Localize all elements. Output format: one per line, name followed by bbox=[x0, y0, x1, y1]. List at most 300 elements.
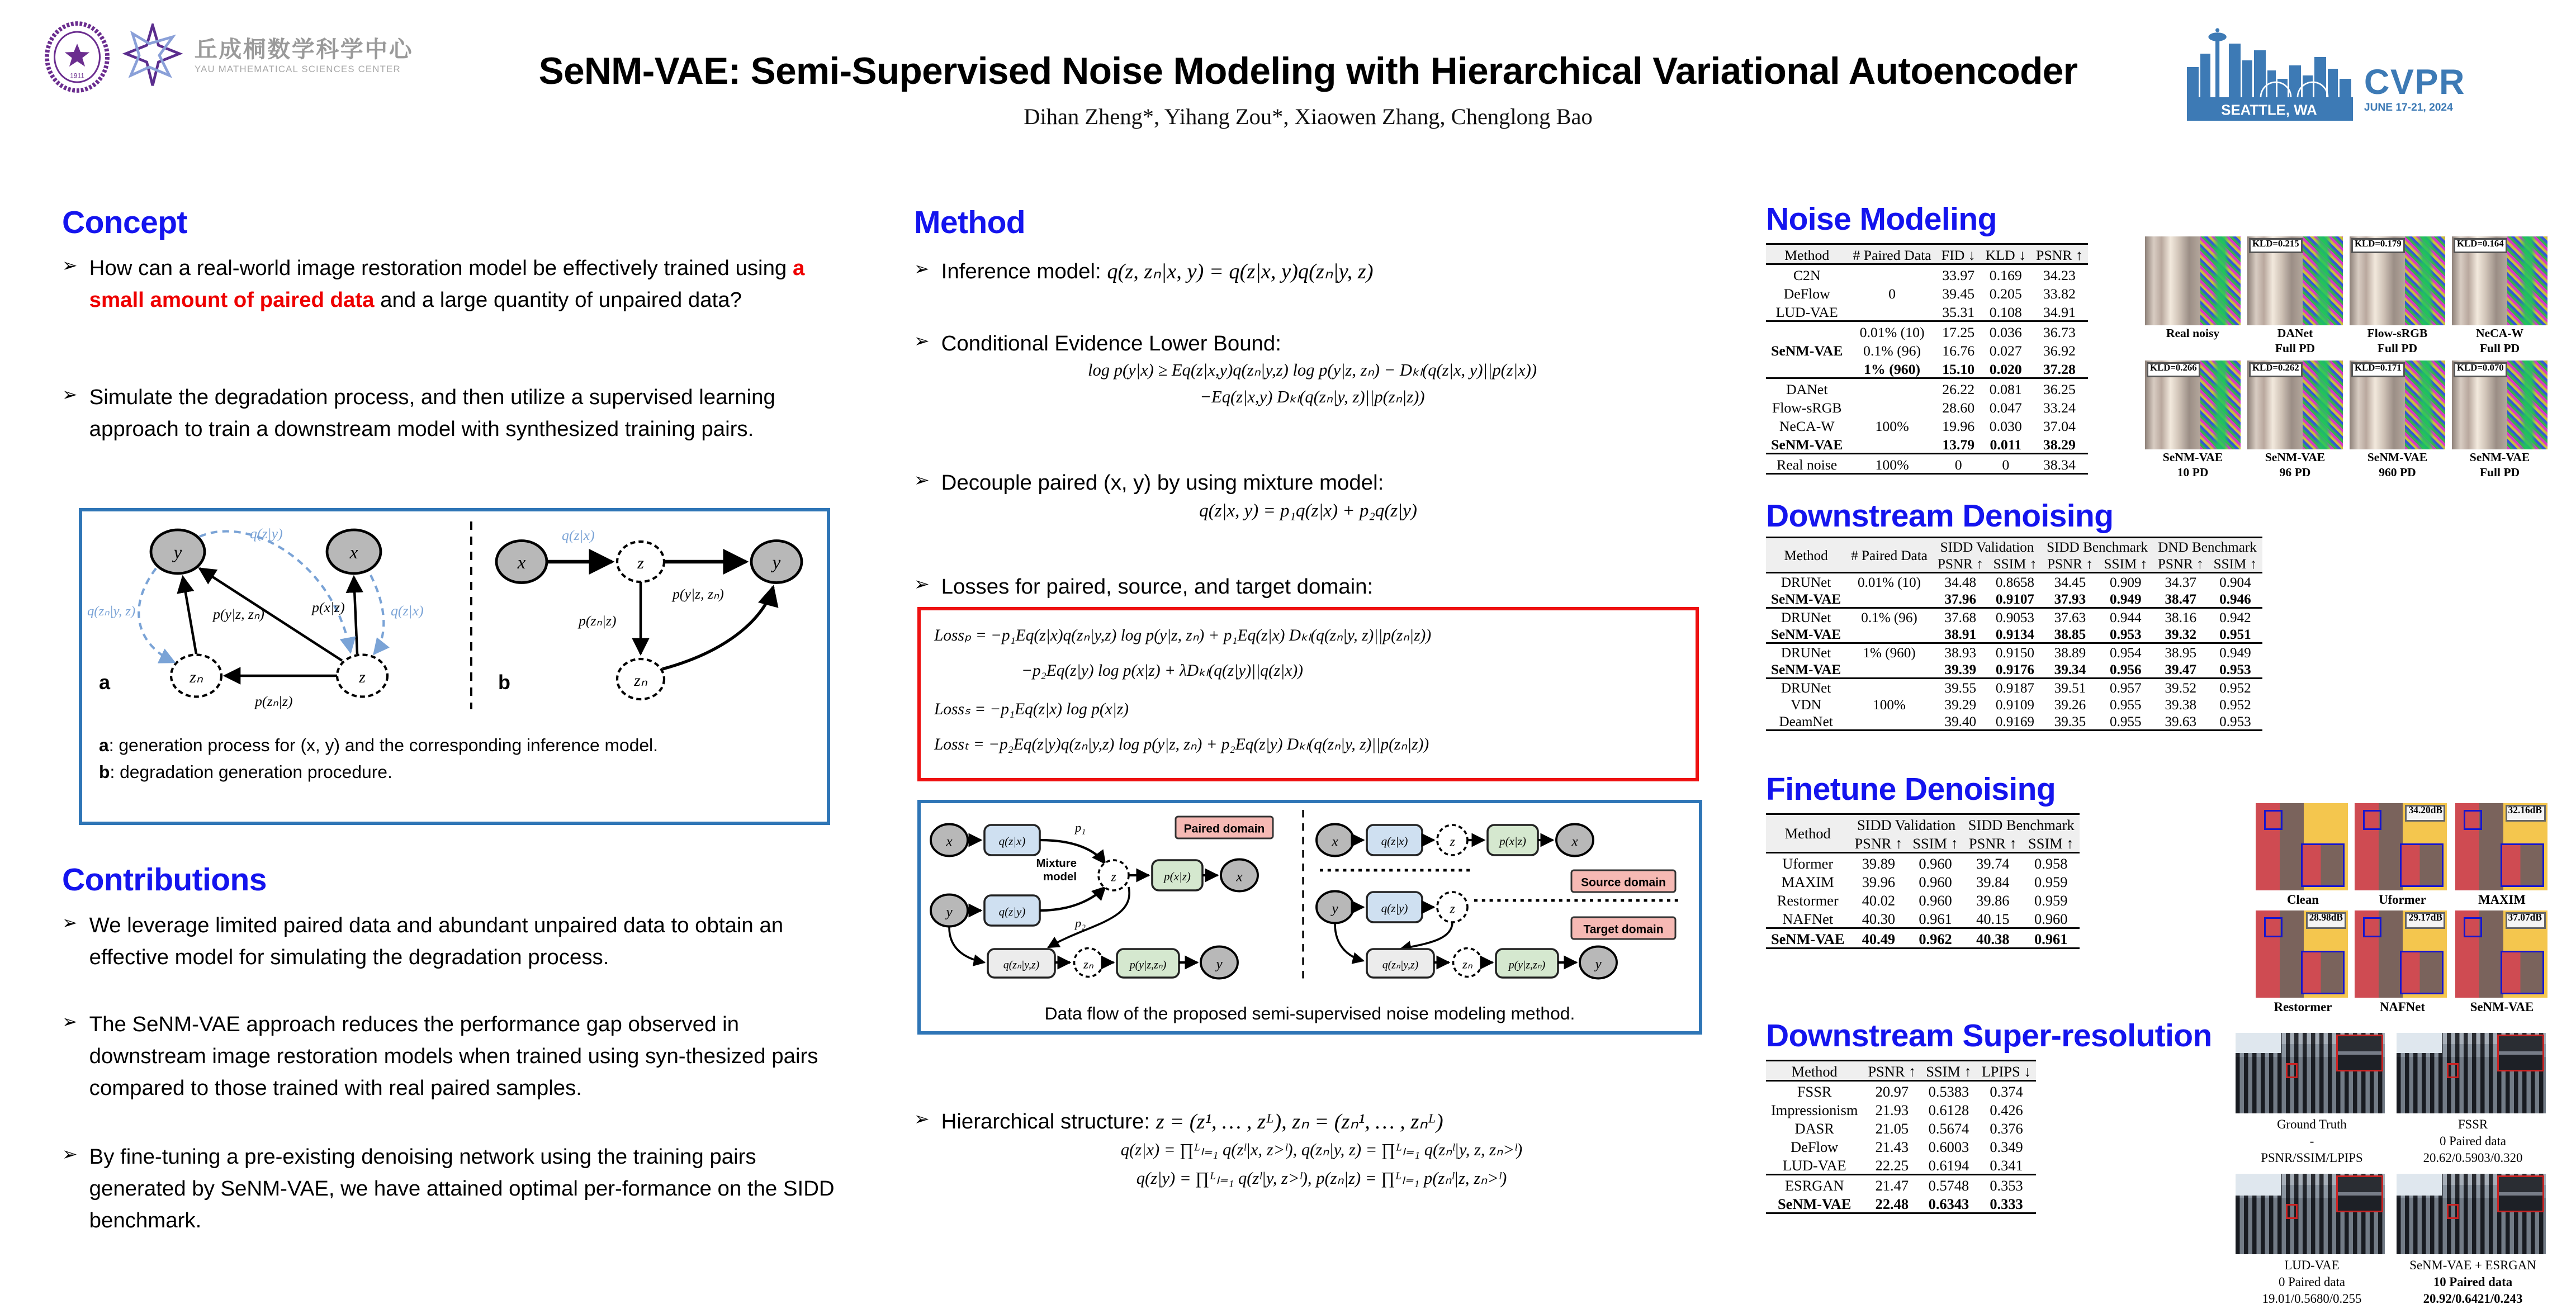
svg-text:zₙ: zₙ bbox=[1083, 957, 1093, 971]
table-cell: 100% bbox=[1875, 416, 1909, 434]
table-cell: DeamNet bbox=[1779, 713, 1833, 729]
col-group-header: SIDD Benchmark bbox=[2042, 538, 2153, 556]
table-row bbox=[1766, 1137, 2036, 1155]
table-cell: 0.01% (10) bbox=[1848, 321, 1936, 341]
svg-text:x: x bbox=[1571, 833, 1578, 850]
ymsc-logo-icon bbox=[122, 23, 183, 91]
table-cell: 0 bbox=[1936, 454, 1981, 474]
table-cell: 21.47 bbox=[1863, 1175, 1921, 1194]
svg-text:z: z bbox=[359, 668, 366, 686]
bullet-icon: ➢ bbox=[914, 260, 930, 280]
authors: Dihan Zheng*, Yihang Zou*, Xiaowen Zhang, Chenglong Bao bbox=[1024, 104, 1593, 129]
svg-text:z: z bbox=[1450, 902, 1455, 917]
table-cell: 0.020 bbox=[1989, 359, 2022, 377]
table-cell: SeNM-VAE bbox=[1771, 435, 1843, 452]
table-cell bbox=[1848, 264, 1936, 284]
table-cell: 40.02 bbox=[1862, 891, 1896, 908]
table-cell bbox=[1848, 378, 1936, 398]
cvpr-logo bbox=[2186, 23, 2465, 121]
table-cell bbox=[1846, 590, 1933, 608]
table-cell: 0.6194 bbox=[1928, 1156, 1969, 1173]
table-cell: 0.955 bbox=[2110, 713, 2142, 729]
celb-equation-line1: log p(y|x) ≥ Eq(z|x,y)q(zₙ|y,z) log p(y|z, zₙ) − Dₖₗ(q(z|x, y)||p(z|x)) bbox=[1087, 362, 1537, 381]
bullet-icon: ➢ bbox=[914, 575, 930, 595]
table-cell: 0.047 bbox=[1989, 398, 2022, 415]
concept-bullet-2-text: Simulate the degradation process, and then utilize a supervised learning approach to train a downstream model with synthesized training pairs. bbox=[89, 384, 775, 442]
noise-half bbox=[2405, 361, 2445, 449]
svg-text:Paired domain: Paired domain bbox=[1183, 822, 1265, 836]
table-cell: Flow-sRGB bbox=[1772, 398, 1842, 415]
table-cell: DRUNet bbox=[1766, 573, 1846, 591]
title-block bbox=[453, 50, 2163, 131]
finetune-sample bbox=[2355, 803, 2450, 907]
table-cell: 0.349 bbox=[1990, 1137, 2023, 1155]
table-cell: 100% bbox=[1848, 454, 1936, 474]
cvpr-location: SEATTLE, WA bbox=[2220, 102, 2317, 118]
zoom-region-box bbox=[2264, 810, 2283, 830]
table-cell: 0.426 bbox=[1990, 1101, 2023, 1118]
table-cell: 21.05 bbox=[1875, 1119, 1909, 1136]
inset-crop-box bbox=[2500, 843, 2544, 887]
zoom-region-box bbox=[2447, 1063, 2459, 1078]
table-cell: 34.23 bbox=[2031, 264, 2088, 284]
finetune-sample bbox=[2355, 910, 2450, 1014]
noise-sample-image bbox=[2452, 361, 2547, 449]
table-cell: 0.341 bbox=[1990, 1156, 2023, 1173]
table-cell bbox=[1846, 713, 1933, 731]
svg-text:Source domain: Source domain bbox=[1581, 876, 1666, 889]
col-subheader: PSNR ↑ bbox=[1849, 833, 1907, 853]
table-cell: DRUNet bbox=[1766, 608, 1846, 626]
table-cell: 0.949 bbox=[2209, 643, 2262, 661]
table-cell: 0.5674 bbox=[1928, 1119, 1969, 1136]
svg-text:q(zₙ|y,z): q(zₙ|y,z) bbox=[1382, 959, 1419, 971]
noise-sample-grid bbox=[2145, 236, 2549, 481]
psnr-badge: 29.17dB bbox=[2405, 912, 2446, 928]
finetune-sample-image bbox=[2355, 910, 2447, 998]
table-cell: 39.45 bbox=[1942, 284, 1975, 301]
table-cell: 40.15 bbox=[1976, 909, 2010, 927]
table-cell: 0.960 bbox=[1919, 854, 1952, 871]
table-cell: DASR bbox=[1794, 1119, 1834, 1136]
table-cell: 20.97 bbox=[1875, 1082, 1909, 1099]
table-cell: 0.958 bbox=[2034, 854, 2068, 871]
svg-text:p(zₙ|z): p(zₙ|z) bbox=[255, 693, 293, 709]
zoom-region-box bbox=[2364, 917, 2382, 937]
graphical-model-svg bbox=[82, 511, 820, 726]
section-heading-finetune-denoising: Finetune Denoising bbox=[1766, 773, 2056, 808]
table-row bbox=[1766, 696, 2262, 713]
table-cell: 39.51 bbox=[2042, 679, 2098, 696]
table-cell: 0.957 bbox=[2099, 679, 2153, 696]
table-cell: SeNM-VAE bbox=[1771, 591, 1841, 606]
table-cell: 0.9187 bbox=[1988, 679, 2042, 696]
svg-text:p(x|z): p(x|z) bbox=[1499, 834, 1526, 848]
svg-text:b: b bbox=[498, 671, 510, 694]
svg-text:zₙ: zₙ bbox=[634, 671, 647, 690]
table-cell: 0.030 bbox=[1989, 416, 2022, 434]
svg-text:x: x bbox=[946, 833, 953, 850]
table-cell: 0.961 bbox=[1919, 909, 1952, 927]
figure-caption-b: b: degradation generation procedure. bbox=[99, 763, 392, 784]
inset-crop-box bbox=[2400, 951, 2444, 994]
table-row bbox=[1766, 890, 2080, 909]
noise-sample-caption: SeNM-VAE 96 PD bbox=[2265, 451, 2326, 480]
noise-sample bbox=[2452, 236, 2547, 357]
table-row bbox=[1766, 321, 2088, 341]
table-cell: FSSR bbox=[1797, 1082, 1832, 1099]
inset-crop-box bbox=[2497, 1035, 2544, 1071]
table-cell: 39.74 bbox=[1976, 854, 2010, 871]
affiliation-en: YAU MATHEMATICAL SCIENCES CENTER bbox=[195, 66, 401, 77]
zoom-region-box bbox=[2286, 1063, 2298, 1078]
noise-sample bbox=[2247, 361, 2343, 481]
table-cell: 0.5748 bbox=[1921, 1175, 1976, 1194]
method-bullet-inference-text: Inference model: q(z, zₙ|x, y) = q(z|x, y)q(zₙ|y, z) bbox=[941, 258, 1374, 283]
table-cell: SeNM-VAE bbox=[1771, 661, 1841, 677]
svg-text:q(zₙ|y,z): q(zₙ|y,z) bbox=[1003, 959, 1040, 971]
data-flow-svg bbox=[921, 803, 1692, 991]
graphical-model-figure bbox=[79, 508, 830, 825]
table-cell: 39.32 bbox=[2165, 626, 2197, 642]
table-cell: 39.34 bbox=[2054, 661, 2086, 677]
table-cell bbox=[1848, 397, 1936, 416]
table-cell: 37.68 bbox=[1933, 608, 1988, 626]
table-cell: 39.35 bbox=[2054, 713, 2086, 729]
table-cell bbox=[1848, 434, 1936, 454]
table-cell: DeFlow bbox=[1783, 284, 1830, 301]
table-cell: 39.39 bbox=[1944, 661, 1977, 677]
table-row bbox=[1766, 679, 2262, 696]
seal-year: 1911 bbox=[70, 72, 84, 80]
table-cell bbox=[1766, 321, 1848, 341]
table-cell: SeNM-VAE bbox=[1766, 928, 1849, 948]
psnr-badge: 37.07dB bbox=[2505, 912, 2545, 928]
table-cell bbox=[1848, 302, 1936, 321]
mixture-equation: q(z|x, y) = p₁q(z|x) + p₂q(z|y) bbox=[1199, 501, 1417, 521]
table-cell: SeNM-VAE bbox=[1777, 1194, 1852, 1212]
table-cell: 37.28 bbox=[2043, 359, 2076, 377]
table-cell: C2N bbox=[1766, 264, 1848, 284]
bullet-icon: ➢ bbox=[62, 1145, 78, 1165]
table-cell: 0.376 bbox=[1990, 1119, 2023, 1136]
svg-text:model: model bbox=[1043, 871, 1077, 883]
table-row bbox=[1766, 359, 2088, 378]
col-group-header: SIDD Validation bbox=[1933, 538, 2042, 556]
table-cell: 0.959 bbox=[2034, 891, 2068, 908]
table-row bbox=[1766, 434, 2088, 454]
hierarchical-eq-line1: q(z|x) = ∏ᴸₗ₌₁ q(zˡ|x, z>ˡ), q(zₙ|y, z) = ∏ᴸₗ₌₁ q(zₙˡ|y, z, zₙ>ˡ) bbox=[1120, 1142, 1523, 1160]
contrib-bullet-1 bbox=[62, 909, 847, 973]
photo-half bbox=[2145, 236, 2200, 325]
table-cell: 34.48 bbox=[1933, 573, 1988, 591]
table-cell: 1% (960) bbox=[1864, 359, 1921, 377]
table-row bbox=[1766, 608, 2262, 626]
sr-sample-caption: FSSR 0 Paired data 20.62/0.5903/0.320 bbox=[2423, 1116, 2523, 1165]
section-heading-noise-modeling: Noise Modeling bbox=[1766, 203, 1997, 238]
noise-sample bbox=[2247, 236, 2343, 357]
section-downstream-denoising bbox=[1766, 500, 2549, 729]
zoom-region-box bbox=[2463, 810, 2482, 830]
bullet-icon: ➢ bbox=[62, 257, 78, 277]
table-cell: 0.6128 bbox=[1928, 1101, 1969, 1118]
table-cell: SeNM-VAE bbox=[1771, 341, 1843, 358]
table-cell: 0.953 bbox=[2219, 713, 2251, 729]
svg-text:z: z bbox=[1111, 870, 1116, 885]
sr-sample-image bbox=[2397, 1174, 2546, 1255]
table-cell: 39.40 bbox=[1944, 713, 1977, 729]
table-cell: 38.16 bbox=[2153, 608, 2209, 626]
noise-sample-image bbox=[2145, 236, 2241, 325]
col-header: FID ↓ bbox=[1936, 244, 1981, 264]
sky-region bbox=[2236, 1174, 2280, 1195]
table-cell: 0.9053 bbox=[1988, 608, 2042, 626]
finetune-sample-caption: Uformer bbox=[2379, 892, 2426, 907]
finetune-sample bbox=[2256, 910, 2350, 1014]
finetune-sample-image bbox=[2355, 803, 2447, 890]
table-cell: DeFlow bbox=[1791, 1137, 1839, 1155]
finetune-sample bbox=[2256, 803, 2350, 907]
table-cell bbox=[1766, 359, 1848, 378]
svg-text:p(y|z,zₙ): p(y|z,zₙ) bbox=[1129, 959, 1167, 971]
section-super-resolution bbox=[1766, 1019, 2549, 1307]
inset-crop-box bbox=[2500, 951, 2544, 994]
table-cell: 0.036 bbox=[1981, 321, 2031, 341]
col-header: Method bbox=[1766, 814, 1849, 853]
contrib-bullet-3 bbox=[62, 1140, 847, 1237]
table-cell: Uformer bbox=[1782, 854, 1834, 871]
celb-equation-line2: −Eq(z|x,y) Dₖₗ(q(zₙ|y, z)||p(zₙ|z)) bbox=[1200, 389, 1425, 407]
table-cell: 0.949 bbox=[2110, 591, 2142, 606]
section-heading-concept: Concept bbox=[62, 206, 187, 241]
table-cell: 17.25 bbox=[1936, 321, 1981, 341]
bullet-icon: ➢ bbox=[62, 1013, 78, 1033]
col-header: # Paired Data bbox=[1848, 244, 1936, 264]
finetune-sample-grid bbox=[2256, 803, 2549, 1014]
table-cell: 26.22 bbox=[1936, 378, 1981, 398]
table-cell: 34.91 bbox=[2043, 302, 2076, 320]
method-bullet-celb bbox=[914, 327, 1702, 359]
concept-bullet-2 bbox=[62, 381, 847, 445]
table-row bbox=[1766, 928, 2080, 948]
table-header bbox=[1766, 244, 2088, 264]
table-cell: 39.38 bbox=[2165, 696, 2197, 712]
psnr-badge: 34.20dB bbox=[2405, 805, 2446, 821]
table-cell: 0.909 bbox=[2099, 573, 2153, 591]
noise-half bbox=[2303, 361, 2343, 449]
col-header: Method bbox=[1766, 538, 1846, 573]
col-header: KLD ↓ bbox=[1981, 244, 2031, 264]
noise-modeling-table bbox=[1766, 243, 2088, 475]
table-cell: 0.169 bbox=[1981, 264, 2031, 284]
noise-sample-caption: Flow-sRGB Full PD bbox=[2367, 327, 2428, 355]
col-subheader: PSNR ↑ bbox=[2042, 555, 2098, 573]
table-cell: 13.79 bbox=[1942, 435, 1975, 452]
seattle-skyline-icon bbox=[2186, 23, 2357, 121]
table-row bbox=[1766, 1118, 2036, 1137]
noise-sample-image bbox=[2350, 236, 2445, 325]
kld-badge: KLD=0.070 bbox=[2454, 362, 2507, 377]
table-cell: 0.942 bbox=[2209, 608, 2262, 626]
kld-badge: KLD=0.262 bbox=[2249, 362, 2303, 377]
method-bullet-losses-text: Losses for paired, source, and target domain: bbox=[941, 573, 1374, 599]
table-cell: 0.955 bbox=[2110, 696, 2142, 712]
table-row bbox=[1766, 1175, 2036, 1194]
zoom-region-box bbox=[2286, 1204, 2298, 1220]
table-cell: LUD-VAE bbox=[1782, 1156, 1846, 1173]
table-cell: 0.027 bbox=[1989, 341, 2022, 358]
table-row bbox=[1766, 264, 2088, 284]
table-cell: 36.92 bbox=[2043, 341, 2076, 358]
table-cell: 0.081 bbox=[1981, 378, 2031, 398]
table-cell: 38.47 bbox=[2165, 591, 2197, 606]
table-row bbox=[1766, 661, 2262, 679]
loss-paired-line2: −p₂Eq(z|y) log p(x|z) + λDₖₗ(q(z|y)||q(z|x)) bbox=[1021, 662, 1303, 681]
table-cell: Real noise bbox=[1766, 454, 1848, 474]
finetune-sample-caption: SeNM-VAE bbox=[2470, 999, 2534, 1014]
cvpr-name: CVPR bbox=[2364, 63, 2465, 102]
table-header bbox=[1766, 538, 2262, 573]
svg-text:zₙ: zₙ bbox=[190, 668, 203, 686]
table-cell: 0.108 bbox=[1989, 302, 2022, 320]
section-noise-modeling bbox=[1766, 203, 2549, 480]
svg-text:y: y bbox=[772, 553, 781, 573]
noise-half bbox=[2303, 236, 2343, 325]
table-cell: 0.951 bbox=[2219, 626, 2251, 642]
col-header: LPIPS ↓ bbox=[1977, 1061, 2037, 1081]
sky-region bbox=[2236, 1033, 2280, 1054]
table-cell: 100% bbox=[1873, 696, 1906, 712]
table-cell: 0.959 bbox=[2034, 872, 2068, 890]
table-cell: 38.34 bbox=[2031, 454, 2088, 474]
concept-bullet-1 bbox=[62, 252, 847, 316]
table-cell: 0.1% (96) bbox=[1863, 341, 1921, 358]
table-row bbox=[1766, 1100, 2036, 1118]
noise-sample bbox=[2145, 361, 2241, 481]
table-cell: 28.60 bbox=[1942, 398, 1975, 415]
table-cell: 39.89 bbox=[1862, 854, 1896, 871]
table-row bbox=[1766, 302, 2088, 321]
svg-text:q(z|y): q(z|y) bbox=[250, 525, 283, 542]
svg-text:p(y|z, zₙ): p(y|z, zₙ) bbox=[213, 606, 264, 622]
super-resolution-table bbox=[1766, 1060, 2036, 1214]
table-row bbox=[1766, 378, 2088, 398]
method-bullet-hierarchical bbox=[914, 1105, 1702, 1139]
contrib-bullet-3-text: By fine-tuning a pre-existing denoising network using the training pairs generated by SeNM-VAE, we have attained optimal per-formance on the SIDD benchmark. bbox=[89, 1144, 835, 1234]
table-cell: 0.960 bbox=[2034, 909, 2068, 927]
table-cell: 39.29 bbox=[1944, 696, 1977, 712]
table-cell: 39.86 bbox=[1976, 891, 2010, 908]
loss-source: Lossₛ = −p₁Eq(z|x) log p(x|z) bbox=[934, 701, 1129, 719]
section-heading-super-resolution: Downstream Super-resolution bbox=[1766, 1019, 2212, 1055]
noise-sample-image bbox=[2247, 361, 2343, 449]
table-cell: 37.63 bbox=[2042, 608, 2098, 626]
method-bullet-losses bbox=[914, 570, 1702, 603]
svg-text:p(x|z): p(x|z) bbox=[312, 599, 345, 615]
table-cell: 0.374 bbox=[1990, 1082, 2023, 1099]
finetune-sample-image bbox=[2256, 910, 2348, 998]
sr-sample-image bbox=[2397, 1033, 2546, 1113]
table-cell: DRUNet bbox=[1766, 643, 1846, 661]
table-cell: 0.011 bbox=[1990, 435, 2022, 452]
inset-crop-box bbox=[2336, 1176, 2383, 1213]
figure-caption bbox=[99, 733, 810, 788]
data-flow-caption: Data flow of the proposed semi-supervised noise modeling method. bbox=[1044, 1004, 1575, 1025]
col-subheader: SSIM ↑ bbox=[2099, 555, 2153, 573]
kld-badge: KLD=0.164 bbox=[2454, 238, 2507, 253]
table-row bbox=[1766, 1081, 2036, 1101]
noise-half bbox=[2507, 236, 2547, 325]
table-cell: 0.9169 bbox=[1995, 713, 2034, 729]
col-header: Method bbox=[1766, 1061, 1863, 1081]
svg-text:y: y bbox=[946, 903, 953, 920]
noise-sample-caption: NeCA-W Full PD bbox=[2475, 327, 2524, 355]
table-cell: 0.952 bbox=[2209, 679, 2262, 696]
table-row bbox=[1766, 590, 2262, 608]
sr-sample-caption: SeNM-VAE + ESRGAN 10 Paired data 20.92/0.6421/0.243 bbox=[2409, 1257, 2536, 1307]
svg-text:q(z|y): q(z|y) bbox=[998, 905, 1026, 918]
table-cell: 22.48 bbox=[1875, 1194, 1909, 1212]
svg-text:x: x bbox=[1332, 833, 1338, 850]
inset-crop-box bbox=[2336, 1035, 2383, 1071]
table-row bbox=[1766, 416, 2088, 434]
table-cell: 0.944 bbox=[2099, 608, 2153, 626]
section-heading-method: Method bbox=[914, 206, 1026, 241]
finetune-sample-caption: Clean bbox=[2287, 892, 2319, 907]
finetune-sample-caption: Restormer bbox=[2274, 999, 2332, 1014]
noise-sample-image bbox=[2452, 236, 2547, 325]
col-subheader: SSIM ↑ bbox=[1988, 555, 2042, 573]
table-cell: 40.30 bbox=[1862, 909, 1896, 927]
noise-half bbox=[2507, 361, 2547, 449]
svg-text:q(zₙ|y, z): q(zₙ|y, z) bbox=[87, 604, 136, 619]
table-cell bbox=[1846, 679, 1933, 696]
col-subheader: PSNR ↑ bbox=[1933, 555, 1988, 573]
table-cell: 34.37 bbox=[2153, 573, 2209, 591]
table-cell: 37.04 bbox=[2043, 416, 2076, 434]
finetune-sample-image bbox=[2455, 910, 2547, 998]
svg-text:Target domain: Target domain bbox=[1583, 923, 1664, 936]
table-cell: 0.9150 bbox=[1988, 643, 2042, 661]
noise-sample-caption: SeNM-VAE 960 PD bbox=[2367, 451, 2428, 480]
svg-text:x: x bbox=[1236, 868, 1243, 885]
table-row bbox=[1766, 853, 2080, 872]
table-cell: 0.962 bbox=[1907, 928, 1963, 948]
sr-sample bbox=[2397, 1033, 2549, 1168]
table-cell bbox=[1846, 661, 1933, 679]
cvpr-dates: JUNE 17-21, 2024 bbox=[2364, 101, 2453, 113]
loss-paired-line1: Lossₚ = −p₁Eq(z|x)q(zₙ|y,z) log p(y|z, zₙ) + p₁Eq(z|x) Dₖₗ(q(zₙ|y, z)||p(zₙ|z)) bbox=[934, 627, 1432, 646]
table-cell: 15.10 bbox=[1942, 359, 1975, 377]
table-cell: 39.96 bbox=[1862, 872, 1896, 890]
table-cell: 33.82 bbox=[2043, 284, 2076, 301]
table-row bbox=[1766, 397, 2088, 416]
table-row bbox=[1766, 643, 2262, 661]
svg-text:p(y|z,zₙ): p(y|z,zₙ) bbox=[1508, 959, 1546, 971]
figure-caption-a: a: generation process for (x, y) and the corresponding inference model. bbox=[99, 736, 658, 756]
svg-text:a: a bbox=[99, 671, 111, 694]
method-bullet-celb-text: Conditional Evidence Lower Bound: bbox=[941, 330, 1281, 355]
table-header bbox=[1766, 1061, 2036, 1081]
noise-sample-caption: DANet Full PD bbox=[2275, 327, 2315, 355]
svg-text:y: y bbox=[1595, 955, 1602, 972]
table-cell: 33.24 bbox=[2043, 398, 2076, 415]
table-cell: 39.55 bbox=[1933, 679, 1988, 696]
table-cell: 35.31 bbox=[1942, 302, 1975, 320]
sky-region bbox=[2397, 1174, 2441, 1195]
noise-half bbox=[2200, 236, 2241, 325]
bullet-icon: ➢ bbox=[62, 914, 78, 934]
